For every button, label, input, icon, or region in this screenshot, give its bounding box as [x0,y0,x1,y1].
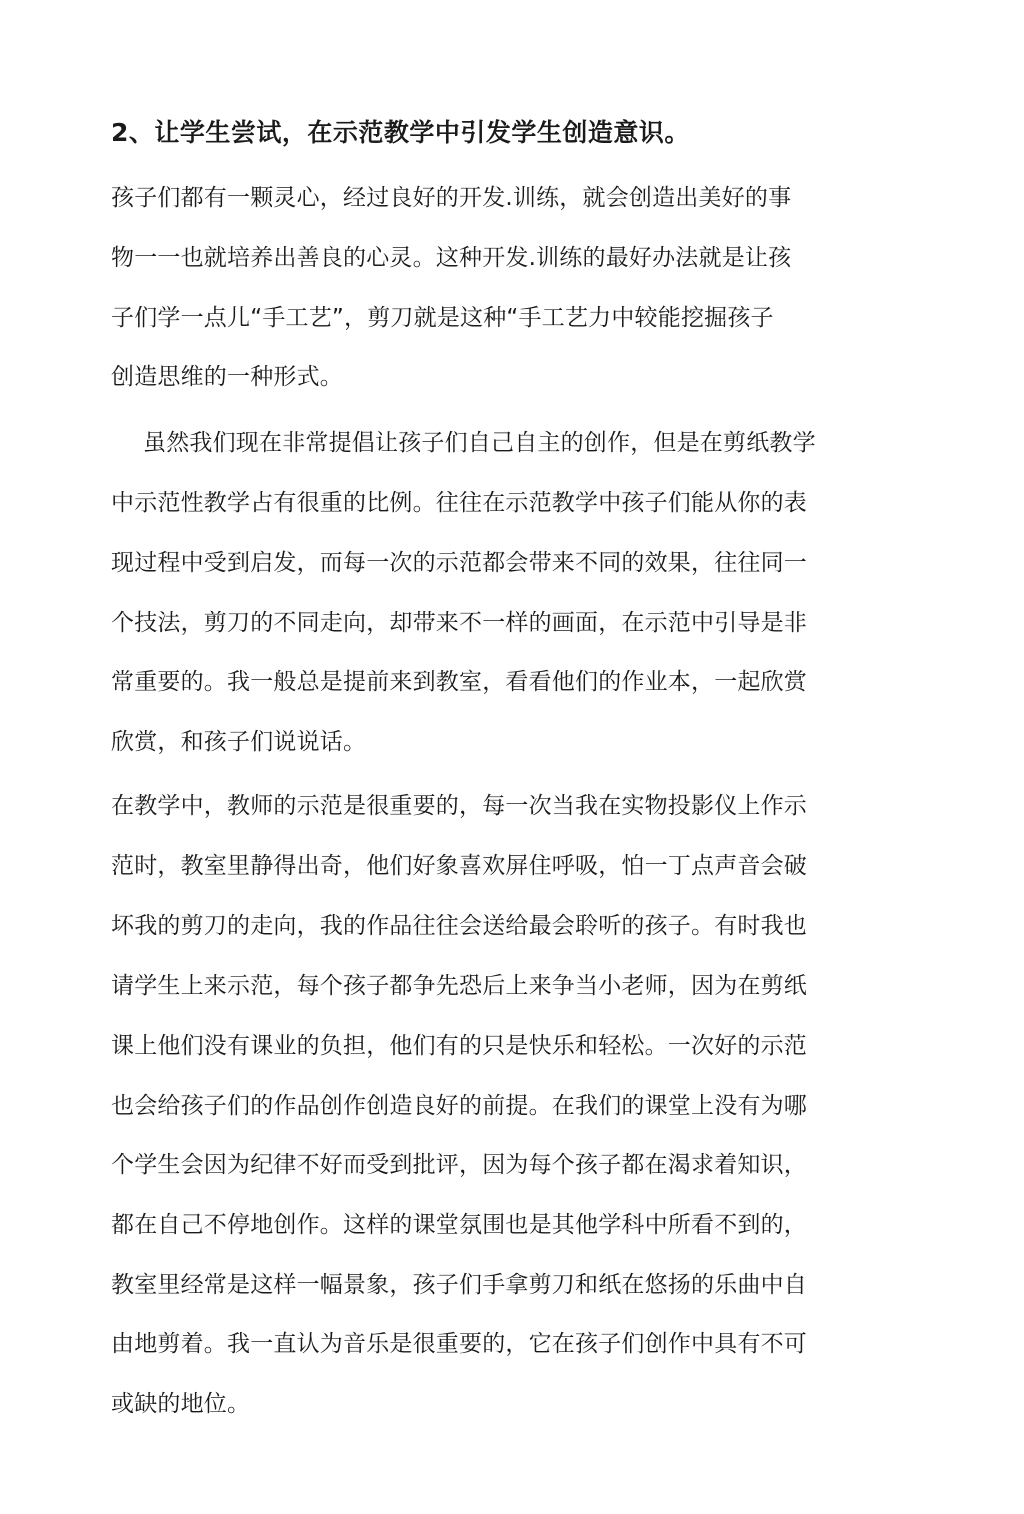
paragraph-3-line-8: 都在自己不停地创作。这样的课堂氛围也是其他学科中所看不到的， [111,1212,807,1238]
paragraph-3-line-7: 个学生会因为纪律不好而受到批评，因为每个孩子都在渴求着知识， [111,1152,807,1178]
paragraph-3-line-2: 范时，教室里静得出奇，他们好象喜欢屏住呼吸，怕一丁点声音会破 [111,853,807,879]
paragraph-3-line-3: 坏我的剪刀的走向，我的作品往往会送给最会聆听的孩子。有时我也 [111,913,807,939]
paragraph-2-line-6: 欣赏，和孩子们说说话。 [111,729,367,755]
paragraph-3-line-1: 在教学中，教师的示范是很重要的，每一次当我在实物投影仪上作示 [111,793,807,819]
paragraph-2-line-3: 现过程中受到启发，而每一次的示范都会带来不同的效果，往往同一 [111,550,807,576]
paragraph-3-line-9: 教室里经常是这样一幅景象，孩子们手拿剪刀和纸在悠扬的乐曲中自 [111,1272,807,1298]
paragraph-1-line-4: 创造思维的一种形式。 [111,364,343,390]
paragraph-1-line-1: 孩子们都有一颗灵心，经过良好的开发.训练，就会创造出美好的事 [111,185,792,211]
paragraph-3-line-10: 由地剪着。我一直认为音乐是很重要的，它在孩子们创作中具有不可 [111,1331,807,1357]
section-heading: 2、让学生尝试，在示范教学中引发学生创造意识。 [111,118,690,147]
paragraph-2-line-1: 虽然我们现在非常提倡让孩子们自己自主的创作，但是在剪纸教学 [143,430,816,456]
paragraph-1-line-3: 子们学一点儿“手工艺”，剪刀就是这种“手工艺力中较能挖掘孩子 [111,305,774,331]
paragraph-3-line-5: 课上他们没有课业的负担，他们有的只是快乐和轻松。一次好的示范 [111,1033,807,1059]
paragraph-3-line-6: 也会给孩子们的作品创作创造良好的前提。在我们的课堂上没有为哪 [111,1093,807,1119]
paragraph-2-line-5: 常重要的。我一般总是提前来到教室，看看他们的作业本，一起欣赏 [111,669,807,695]
paragraph-2-line-4: 个技法，剪刀的不同走向，却带来不一样的画面，在示范中引导是非 [111,610,807,636]
paragraph-3-line-11: 或缺的地位。 [111,1391,251,1417]
paragraph-1-line-2: 物一一也就培养出善良的心灵。这种开发.训练的最好办法就是让孩 [111,245,792,271]
paragraph-3-line-4: 请学生上来示范，每个孩子都争先恐后上来争当小老师，因为在剪纸 [111,973,807,999]
paragraph-2-line-2: 中示范性教学占有很重的比例。往往在示范教学中孩子们能从你的表 [111,490,807,516]
